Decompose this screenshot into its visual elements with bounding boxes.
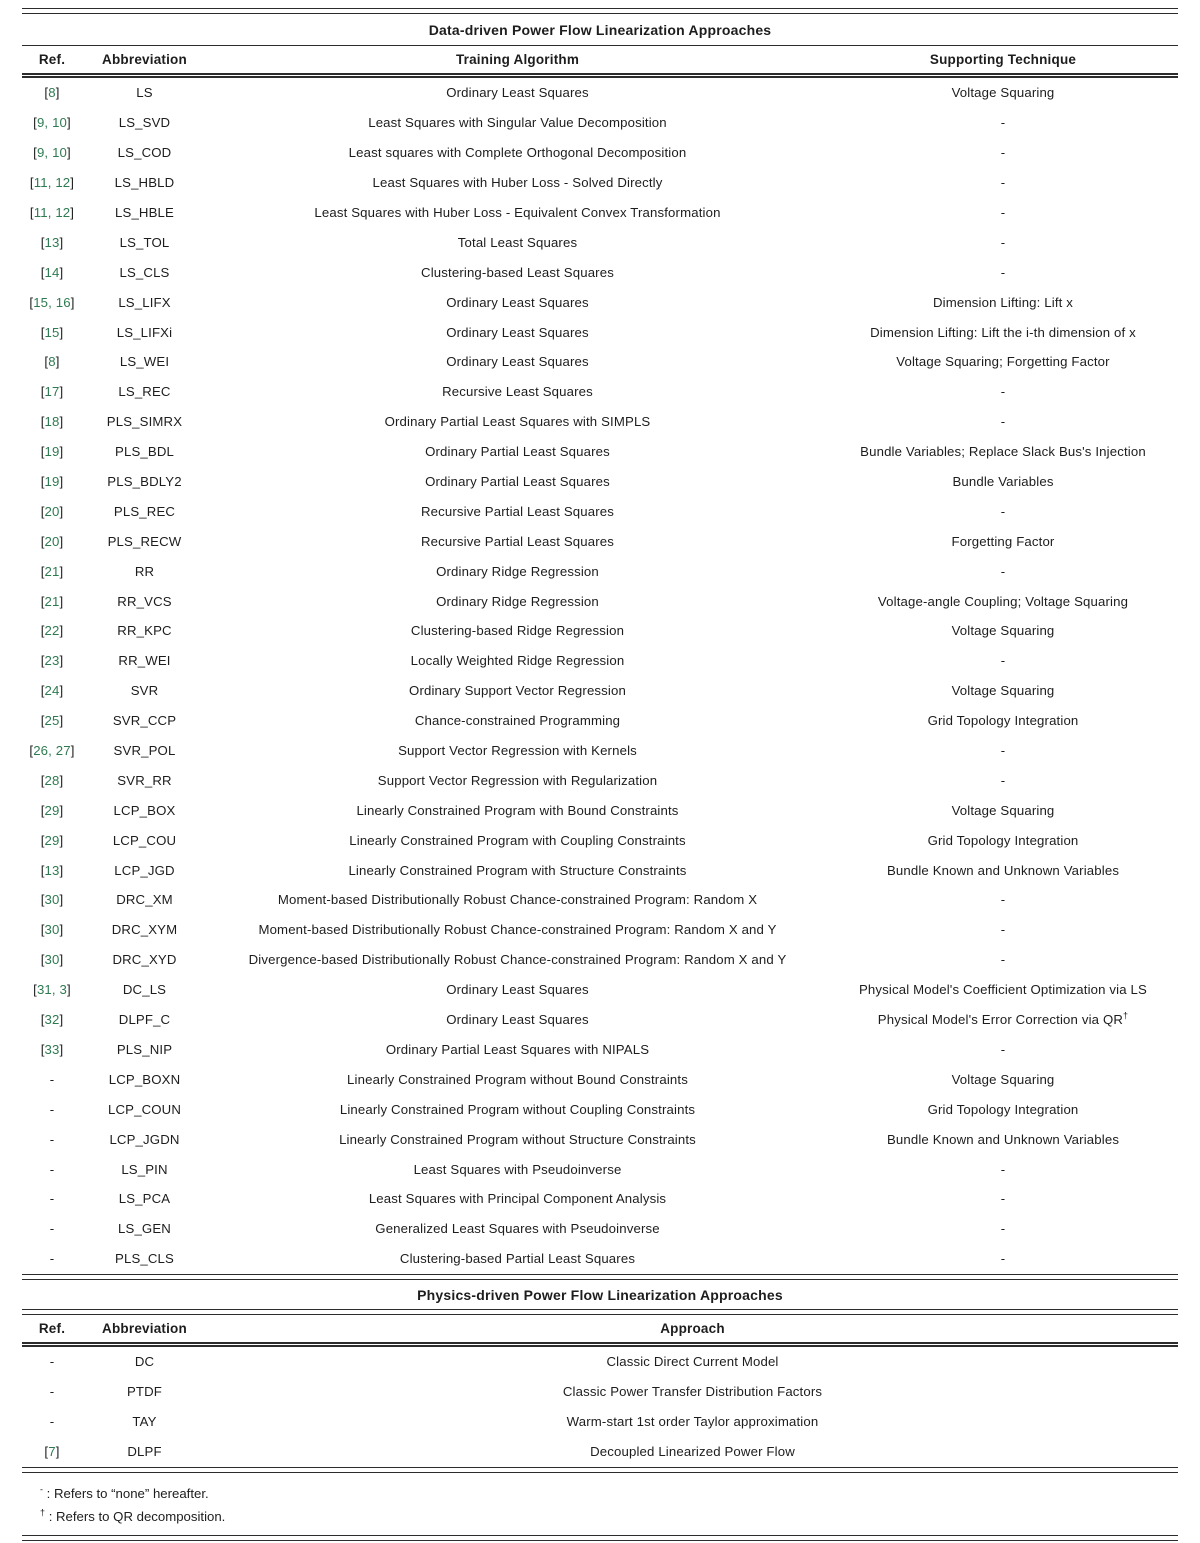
table-row-abbr-cell: RR_KPC bbox=[117, 623, 172, 639]
table-row bbox=[22, 765, 1178, 795]
table-row-ref-cell: - bbox=[49, 1354, 55, 1370]
footnotes bbox=[22, 1473, 1178, 1528]
table1-title: Data-driven Power Flow Linearization Approaches bbox=[428, 22, 772, 38]
table-row bbox=[22, 855, 1178, 885]
table-row-technique-cell: - bbox=[1000, 1041, 1006, 1057]
table-row-approach-cell: Classic Direct Current Model bbox=[606, 1354, 779, 1370]
table-row bbox=[22, 915, 1178, 945]
table-row-abbr-cell: PLS_BDL bbox=[115, 444, 174, 460]
citation-link[interactable]: 19 bbox=[44, 474, 60, 490]
citation-link[interactable]: 17 bbox=[44, 384, 60, 400]
table-row-ref-cell: - bbox=[49, 1161, 55, 1177]
table-row-algorithm-cell: Locally Weighted Ridge Regression bbox=[410, 653, 625, 669]
table-row bbox=[22, 706, 1178, 736]
citation-link[interactable]: 20 bbox=[44, 503, 60, 519]
table-row-technique-cell: - bbox=[1000, 563, 1006, 579]
table-row-algorithm-cell: Divergence-based Distributionally Robust Chance-constrained Program: Random X and Y bbox=[248, 952, 787, 968]
table-row-abbr-cell: RR bbox=[134, 563, 155, 579]
table-row-abbr-cell: LS_REC bbox=[118, 384, 171, 400]
table-row-ref-cell: - bbox=[49, 1251, 55, 1267]
table-row-algorithm-cell: Ordinary Ridge Regression bbox=[436, 593, 599, 609]
table-row-ref-cell: [26, 27] bbox=[29, 743, 75, 759]
table-row-algorithm-cell: Ordinary Ridge Regression bbox=[436, 563, 599, 579]
table-row-abbr-cell: DC_LS bbox=[122, 982, 167, 998]
table-row-technique-cell: Physical Model's Coefficient Optimization via LS bbox=[858, 982, 1147, 998]
table-row-abbr-cell: LS bbox=[136, 85, 153, 101]
table-row-technique-cell: - bbox=[1000, 1221, 1006, 1237]
table-row-algorithm-cell: Recursive Least Squares bbox=[442, 384, 593, 400]
table-row-algorithm-cell: Recursive Partial Least Squares bbox=[420, 533, 615, 549]
table-row bbox=[22, 407, 1178, 437]
citation-link[interactable]: 30 bbox=[44, 922, 60, 938]
table-row-ref-cell: [9, 10] bbox=[33, 145, 71, 161]
table-row-ref-cell: [17] bbox=[40, 384, 64, 400]
table-row-abbr-cell: LS_SVD bbox=[118, 115, 171, 131]
table-row-algorithm-cell: Support Vector Regression with Regularization bbox=[377, 772, 658, 788]
table-row-ref-cell: - bbox=[49, 1191, 55, 1207]
table-row-technique-cell: Forgetting Factor bbox=[951, 533, 1055, 549]
physics-driven-table bbox=[22, 1315, 1178, 1467]
table-row-abbr-cell: LCP_JGDN bbox=[109, 1131, 180, 1147]
table-row bbox=[22, 975, 1178, 1005]
table2-header-ref: Ref. bbox=[38, 1320, 66, 1336]
table-row-abbr-cell: PLS_NIP bbox=[116, 1041, 173, 1057]
table-row-ref-cell: [19] bbox=[40, 444, 64, 460]
table-row-ref-cell: [32] bbox=[40, 1012, 64, 1028]
citation-link[interactable]: 7 bbox=[48, 1444, 56, 1460]
table1-header-row bbox=[22, 46, 1178, 76]
table-row-algorithm-cell: Clustering-based Least Squares bbox=[421, 264, 614, 280]
table-row-algorithm-cell: Ordinary Least Squares bbox=[446, 982, 589, 998]
table-row-algorithm-cell: Ordinary Partial Least Squares bbox=[425, 474, 610, 490]
table-row-ref-cell: [8] bbox=[44, 85, 60, 101]
table-row-abbr-cell: LS_GEN bbox=[118, 1221, 171, 1237]
table-row-abbr-cell: LS_LIFXi bbox=[116, 324, 173, 340]
table-row-approach-cell: Warm-start 1st order Taylor approximation bbox=[566, 1414, 819, 1430]
table-row bbox=[22, 108, 1178, 138]
table-row bbox=[22, 646, 1178, 676]
table-row-abbr-cell: RR_VCS bbox=[117, 593, 172, 609]
table-row-ref-cell: [28] bbox=[40, 772, 64, 788]
table-row bbox=[22, 616, 1178, 646]
table-row-ref-cell: [7] bbox=[44, 1444, 60, 1460]
citation-link[interactable]: 15 bbox=[44, 324, 60, 340]
citation-link[interactable]: 11, 12 bbox=[33, 175, 71, 191]
table-row-algorithm-cell: Least Squares with Singular Value Decomposition bbox=[368, 115, 667, 131]
table-row-ref-cell: [22] bbox=[40, 623, 64, 639]
table-row-ref-cell: [21] bbox=[40, 563, 64, 579]
table2-header-approach: Approach bbox=[660, 1320, 725, 1336]
table-row-ref-cell: [15, 16] bbox=[29, 294, 75, 310]
table-row-technique-cell: Voltage Squaring bbox=[951, 683, 1055, 699]
table2-title: Physics-driven Power Flow Linearization Approaches bbox=[417, 1286, 783, 1303]
table-row-algorithm-cell: Ordinary Least Squares bbox=[446, 354, 589, 370]
table-row-abbr-cell: LS_PCA bbox=[118, 1191, 171, 1207]
table-row bbox=[22, 168, 1178, 198]
citation-link[interactable]: 31, 3 bbox=[36, 982, 68, 998]
table-row-abbr-cell: DRC_XM bbox=[116, 892, 173, 908]
citation-link[interactable]: 14 bbox=[44, 264, 60, 280]
bottom-rule bbox=[22, 1535, 1178, 1541]
table-row bbox=[22, 138, 1178, 168]
table-row-algorithm-cell: Least Squares with Huber Loss - Equivalent Convex Transformation bbox=[314, 205, 721, 220]
table-row-algorithm-cell: Linearly Constrained Program without Coupling Constraints bbox=[339, 1101, 696, 1117]
data-driven-table bbox=[22, 46, 1178, 1274]
table-row-ref-cell: [30] bbox=[40, 952, 64, 968]
citation-link[interactable]: 20 bbox=[44, 533, 60, 549]
table-row bbox=[22, 257, 1178, 287]
citation-link[interactable]: 29 bbox=[44, 832, 60, 848]
table-row-technique-cell: Grid Topology Integration bbox=[927, 713, 1079, 729]
table-row bbox=[22, 825, 1178, 855]
table-row-ref-cell: - bbox=[49, 1384, 55, 1400]
table-row bbox=[22, 227, 1178, 257]
table-row-ref-cell: [29] bbox=[40, 832, 64, 848]
table-row-algorithm-cell: Linearly Constrained Program with Coupling Constraints bbox=[349, 832, 686, 848]
table-row-abbr-cell: DC bbox=[134, 1354, 155, 1370]
citation-link[interactable]: 13 bbox=[44, 234, 60, 250]
table-row-ref-cell: - bbox=[49, 1101, 55, 1117]
table-row bbox=[22, 736, 1178, 766]
table-row-abbr-cell: PTDF bbox=[126, 1384, 163, 1400]
table-row-algorithm-cell: Ordinary Partial Least Squares with SIMPLS bbox=[384, 414, 651, 430]
table-row-ref-cell: [14] bbox=[40, 264, 64, 280]
table-row-technique-cell: - bbox=[1000, 952, 1006, 968]
dagger-symbol: † bbox=[40, 1507, 46, 1518]
table-row-ref-cell: [31, 3] bbox=[33, 982, 71, 998]
citation-link[interactable]: 11, 12 bbox=[33, 205, 71, 220]
table-row-ref-cell: [13] bbox=[40, 234, 64, 250]
table-row-algorithm-cell: Ordinary Least Squares bbox=[446, 324, 589, 340]
table-row-ref-cell: [20] bbox=[40, 533, 64, 549]
citation-link[interactable]: 19 bbox=[44, 444, 60, 460]
table-row-ref-cell: - bbox=[49, 1414, 55, 1430]
table-row-algorithm-cell: Ordinary Support Vector Regression bbox=[409, 683, 626, 699]
table-row-abbr-cell: DLPF_C bbox=[118, 1012, 171, 1028]
table-row-abbr-cell: SVR_RR bbox=[117, 772, 172, 788]
table-row-abbr-cell: SVR bbox=[130, 683, 159, 699]
table-row bbox=[22, 1005, 1178, 1035]
table-row-technique-cell: Bundle Known and Unknown Variables bbox=[886, 862, 1120, 878]
citation-link[interactable]: 33 bbox=[44, 1041, 60, 1057]
table-row bbox=[22, 945, 1178, 975]
table-row-technique-cell: Voltage Squaring bbox=[951, 623, 1055, 639]
citation-link[interactable]: 8 bbox=[48, 85, 56, 101]
table-row-abbr-cell: DRC_XYM bbox=[111, 922, 178, 938]
table-row bbox=[22, 1124, 1178, 1154]
table1-header-abbreviation: Abbreviation bbox=[102, 52, 187, 67]
table-row-ref-cell: [13] bbox=[40, 862, 64, 878]
table-row bbox=[22, 1377, 1178, 1407]
table-row-algorithm-cell: Generalized Least Squares with Pseudoinverse bbox=[375, 1221, 660, 1237]
table-row-approach-cell: Decoupled Linearized Power Flow bbox=[590, 1444, 795, 1460]
table-row-algorithm-cell: Least Squares with Pseudoinverse bbox=[413, 1161, 622, 1177]
table-row-technique-cell: Voltage Squaring; Forgetting Factor bbox=[896, 354, 1110, 370]
table-row-abbr-cell: SVR_POL bbox=[113, 743, 176, 759]
table-row-ref-cell: - bbox=[49, 1221, 55, 1237]
table-row-algorithm-cell: Ordinary Partial Least Squares bbox=[425, 444, 610, 460]
table-row-algorithm-cell: Clustering-based Partial Least Squares bbox=[399, 1251, 636, 1267]
citation-link[interactable]: 24 bbox=[44, 683, 60, 699]
table-row-ref-cell: - bbox=[49, 1071, 55, 1087]
table-row-abbr-cell: SVR_CCP bbox=[112, 713, 177, 729]
table-row-abbr-cell: PLS_REC bbox=[113, 503, 176, 519]
table-row-abbr-cell: LCP_COUN bbox=[107, 1101, 182, 1117]
citation-link[interactable]: 30 bbox=[44, 892, 60, 908]
citation-link[interactable]: 21 bbox=[44, 593, 60, 609]
table-row bbox=[22, 377, 1178, 407]
table-row-technique-cell: - bbox=[1000, 175, 1006, 191]
table-row-technique-cell: - bbox=[1000, 653, 1006, 669]
table-row-algorithm-cell: Recursive Partial Least Squares bbox=[420, 503, 615, 519]
table1-header-training-algorithm: Training Algorithm bbox=[455, 52, 580, 67]
table-row bbox=[22, 1214, 1178, 1244]
table-row-ref-cell: [11, 12] bbox=[29, 175, 75, 191]
citation-link[interactable]: 15, 16 bbox=[33, 294, 71, 310]
table-row-algorithm-cell: Linearly Constrained Program with Bound Constraints bbox=[356, 802, 679, 818]
table-row-approach-cell: Classic Power Transfer Distribution Factors bbox=[562, 1384, 823, 1400]
table-row-technique-cell: - bbox=[1000, 922, 1006, 938]
table-row-technique-cell: Dimension Lifting: Lift the i-th dimension of x bbox=[870, 324, 1136, 340]
table-row-abbr-cell: LCP_COU bbox=[112, 832, 177, 848]
table-row bbox=[22, 885, 1178, 915]
table-row bbox=[22, 76, 1178, 108]
table-row bbox=[22, 287, 1178, 317]
table-row-ref-cell: [24] bbox=[40, 683, 64, 699]
table-row bbox=[22, 1184, 1178, 1214]
table-row bbox=[22, 1035, 1178, 1065]
table-row-algorithm-cell: Linearly Constrained Program with Structure Constraints bbox=[348, 862, 687, 878]
table-row-technique-cell: Grid Topology Integration bbox=[927, 1101, 1079, 1117]
table-row-technique-cell: - bbox=[1000, 892, 1006, 908]
table-row-technique-cell: Grid Topology Integration bbox=[927, 832, 1079, 848]
table-row bbox=[22, 556, 1178, 586]
citation-link[interactable]: 9, 10 bbox=[36, 145, 68, 161]
table1-header-supporting-technique: Supporting Technique bbox=[929, 52, 1077, 67]
table2-header-row bbox=[22, 1315, 1178, 1345]
table-row-technique-cell: Bundle Variables; Replace Slack Bus's Injection bbox=[860, 444, 1146, 460]
table-row-ref-cell: [11, 12] bbox=[29, 205, 75, 220]
table-row-ref-cell: [15] bbox=[40, 324, 64, 340]
table-row-ref-cell: [23] bbox=[40, 653, 64, 669]
table-row bbox=[22, 1437, 1178, 1467]
table-row-technique-cell: - bbox=[1000, 503, 1006, 519]
table-row-algorithm-cell: Ordinary Partial Least Squares with NIPALS bbox=[385, 1041, 650, 1057]
citation-link[interactable]: 21 bbox=[44, 563, 60, 579]
table-row-abbr-cell: RR_WEI bbox=[118, 653, 171, 669]
table-row-algorithm-cell: Ordinary Least Squares bbox=[446, 1012, 589, 1028]
table-row-abbr-cell: LS_TOL bbox=[119, 234, 170, 250]
table-row-technique-cell: Bundle Known and Unknown Variables bbox=[886, 1131, 1120, 1147]
table-row-algorithm-cell: Support Vector Regression with Kernels bbox=[398, 743, 637, 759]
table-row-algorithm-cell: Total Least Squares bbox=[457, 234, 578, 250]
citation-link[interactable]: 30 bbox=[44, 952, 60, 968]
table-row-algorithm-cell: Least Squares with Principal Component Analysis bbox=[368, 1191, 667, 1207]
table-row-ref-cell: [30] bbox=[40, 892, 64, 908]
table-row-ref-cell: [33] bbox=[40, 1041, 64, 1057]
table1-header-ref: Ref. bbox=[38, 52, 66, 67]
table-row-abbr-cell: LS_CLS bbox=[119, 264, 170, 280]
table-row-technique-cell: - bbox=[1000, 145, 1006, 161]
footnote-none bbox=[40, 1482, 1178, 1505]
table-row-technique-cell: Bundle Variables bbox=[952, 474, 1054, 490]
table-row-technique-cell: - bbox=[1000, 1191, 1006, 1207]
citation-link[interactable]: 9, 10 bbox=[36, 115, 68, 131]
table-row bbox=[22, 1094, 1178, 1124]
table-row-technique-cell: - bbox=[1000, 384, 1006, 400]
footnote-none-text: : Refers to “none” hereafter. bbox=[46, 1485, 209, 1501]
table-row-technique-cell: Physical Model's Error Correction via QR† bbox=[877, 1010, 1129, 1028]
table-row-ref-cell: [19] bbox=[40, 474, 64, 490]
table-row bbox=[22, 347, 1178, 377]
table-row bbox=[22, 496, 1178, 526]
table-row-ref-cell: [21] bbox=[40, 593, 64, 609]
citation-link[interactable]: 28 bbox=[44, 772, 60, 788]
citation-link[interactable]: 22 bbox=[44, 623, 60, 639]
table-row-abbr-cell: DRC_XYD bbox=[112, 952, 177, 968]
table-row-technique-cell: - bbox=[1000, 234, 1006, 250]
table-row-technique-cell: Voltage Squaring bbox=[951, 1071, 1055, 1087]
table-row-abbr-cell: PLS_SIMRX bbox=[106, 414, 183, 430]
table-row bbox=[22, 437, 1178, 467]
table-row-technique-cell: - bbox=[1000, 264, 1006, 280]
table-row-abbr-cell: LCP_BOX bbox=[113, 802, 176, 818]
table-row bbox=[22, 1244, 1178, 1274]
table-row bbox=[22, 467, 1178, 497]
table-row-technique-cell: - bbox=[1000, 205, 1006, 220]
citation-link[interactable]: 23 bbox=[44, 653, 60, 669]
table-row-technique-cell: - bbox=[1000, 1251, 1006, 1267]
table-row-algorithm-cell: Moment-based Distributionally Robust Chance-constrained Program: Random X bbox=[277, 892, 758, 908]
table-row-abbr-cell: LS_WEI bbox=[119, 354, 170, 370]
table2-header-abbreviation: Abbreviation bbox=[102, 1320, 187, 1336]
citation-link[interactable]: 18 bbox=[44, 414, 60, 430]
table-row-technique-cell: - bbox=[1000, 1161, 1006, 1177]
table-row-ref-cell: [8] bbox=[44, 354, 60, 370]
table-row-abbr-cell: TAY bbox=[132, 1414, 157, 1430]
table-row-abbr-cell: LS_HBLD bbox=[114, 175, 175, 191]
table-row-abbr-cell: LS_LIFX bbox=[118, 294, 171, 310]
table-row-algorithm-cell: Linearly Constrained Program without Structure Constraints bbox=[339, 1131, 696, 1147]
table-row-abbr-cell: LCP_JGD bbox=[114, 862, 175, 878]
table-row-technique-cell: Dimension Lifting: Lift x bbox=[932, 294, 1074, 310]
table-row-algorithm-cell: Ordinary Least Squares bbox=[446, 85, 589, 101]
table-row-abbr-cell: LS_COD bbox=[117, 145, 172, 161]
table-row-abbr-cell: PLS_BDLY2 bbox=[107, 474, 182, 490]
table-row-ref-cell: [29] bbox=[40, 802, 64, 818]
table-row-abbr-cell: PLS_RECW bbox=[107, 533, 182, 549]
table-row-technique-cell: Voltage Squaring bbox=[951, 85, 1055, 101]
table-row-ref-cell: [20] bbox=[40, 503, 64, 519]
citation-link[interactable]: 25 bbox=[44, 713, 60, 729]
table-row-abbr-cell: DLPF bbox=[127, 1444, 162, 1460]
table-row-technique-cell: Voltage Squaring bbox=[951, 802, 1055, 818]
table-row-ref-cell: - bbox=[49, 1131, 55, 1147]
table-row bbox=[22, 1407, 1178, 1437]
table-row-ref-cell: [30] bbox=[40, 922, 64, 938]
table-row-algorithm-cell: Linearly Constrained Program without Bound Constraints bbox=[347, 1071, 688, 1087]
table-row-technique-cell: - bbox=[1000, 772, 1006, 788]
table-row-algorithm-cell: Least squares with Complete Orthogonal Decomposition bbox=[348, 145, 687, 161]
table-row-algorithm-cell: Moment-based Distributionally Robust Chance-constrained Program: Random X and Y bbox=[258, 922, 777, 938]
citation-link[interactable]: 32 bbox=[44, 1012, 60, 1028]
table-row bbox=[22, 1064, 1178, 1094]
table-row bbox=[22, 317, 1178, 347]
citation-link[interactable]: 29 bbox=[44, 802, 60, 818]
dash-symbol: - bbox=[40, 1484, 43, 1495]
table-row-abbr-cell: PLS_CLS bbox=[115, 1251, 174, 1267]
table-row bbox=[22, 586, 1178, 616]
table-row bbox=[22, 1154, 1178, 1184]
table-row-ref-cell: [25] bbox=[40, 713, 64, 729]
table-row-algorithm-cell: Ordinary Least Squares bbox=[446, 294, 589, 310]
citation-link[interactable]: 26, 27 bbox=[33, 743, 71, 759]
footnote-dagger-text: : Refers to QR decomposition. bbox=[48, 1508, 226, 1524]
table-row-algorithm-cell: Clustering-based Ridge Regression bbox=[410, 623, 625, 639]
table-row-technique-cell: - bbox=[1000, 414, 1006, 430]
table-row bbox=[22, 676, 1178, 706]
table-row-ref-cell: [18] bbox=[40, 414, 64, 430]
table-row-abbr-cell: LCP_BOXN bbox=[108, 1071, 181, 1087]
citation-link[interactable]: 8 bbox=[48, 354, 56, 370]
table-row bbox=[22, 795, 1178, 825]
table-row-algorithm-cell: Chance-constrained Programming bbox=[414, 713, 621, 729]
table-row-ref-cell: [9, 10] bbox=[33, 115, 71, 131]
table-row bbox=[22, 526, 1178, 556]
table-row-technique-cell: - bbox=[1000, 115, 1006, 131]
table-row bbox=[22, 198, 1178, 228]
table-row-technique-cell: - bbox=[1000, 743, 1006, 759]
table-row-abbr-cell: LS_HBLE bbox=[115, 205, 174, 220]
table-row-algorithm-cell: Least Squares with Huber Loss - Solved Directly bbox=[372, 175, 663, 191]
table-row bbox=[22, 1344, 1178, 1377]
table-row-technique-cell: Voltage-angle Coupling; Voltage Squaring bbox=[877, 593, 1129, 609]
citation-link[interactable]: 13 bbox=[44, 862, 60, 878]
table-row-abbr-cell: LS_PIN bbox=[121, 1161, 168, 1177]
footnote-dagger bbox=[40, 1505, 1178, 1528]
